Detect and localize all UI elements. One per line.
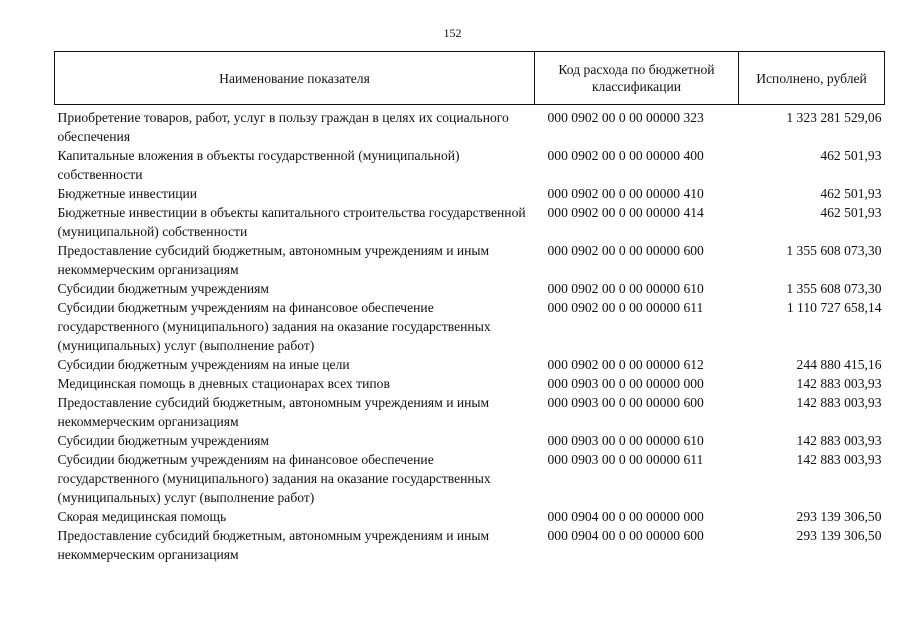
row-indicator-name: Субсидии бюджетным учреждениям на финансовое обеспечение государственного (муниципального) задания на оказание государственных (муниципальных) услуг (выполнение работ) [57, 452, 491, 505]
row-indicator-name: Приобретение товаров, работ, услуг в пользу граждан в целях их социального обеспечения [57, 110, 509, 144]
row-executed-amount: 142 883 003,93 [796, 452, 882, 467]
row-executed-amount: 1 355 608 073,30 [786, 281, 882, 296]
table-row [55, 526, 885, 564]
header-budget-code: Код расхода по бюджетной классификации [535, 52, 739, 105]
table-row [55, 203, 885, 241]
table-row [55, 105, 885, 147]
header-executed-amount: Исполнено, рублей [739, 52, 885, 105]
row-executed-amount: 142 883 003,93 [796, 395, 882, 410]
row-budget-code: 000 0902 00 0 00 00000 610 [547, 281, 704, 296]
row-budget-code: 000 0903 00 0 00 00000 611 [547, 452, 704, 467]
row-executed-amount: 293 139 306,50 [796, 509, 882, 524]
row-budget-code: 000 0904 00 0 00 00000 000 [547, 509, 704, 524]
table-row [55, 393, 885, 431]
row-budget-code: 000 0902 00 0 00 00000 323 [547, 110, 704, 125]
row-indicator-name: Предоставление субсидий бюджетным, автономным учреждениям и иным некоммерческим организациям [57, 395, 490, 429]
row-executed-amount: 142 883 003,93 [796, 433, 882, 448]
row-indicator-name: Бюджетные инвестиции [57, 186, 198, 201]
table-row [55, 279, 885, 298]
budget-execution-table [54, 51, 885, 564]
row-budget-code: 000 0903 00 0 00 00000 000 [547, 376, 704, 391]
row-executed-amount: 293 139 306,50 [796, 528, 882, 543]
table-row [55, 431, 885, 450]
row-executed-amount: 462 501,93 [820, 205, 882, 220]
row-indicator-name: Субсидии бюджетным учреждениям на финансовое обеспечение государственного (муниципального) задания на оказание государственных (муниципальных) услуг (выполнение работ) [57, 300, 491, 353]
table-header-row [55, 52, 885, 105]
row-budget-code: 000 0902 00 0 00 00000 600 [547, 243, 704, 258]
table-row [55, 241, 885, 279]
row-indicator-name: Субсидии бюджетным учреждениям [57, 281, 270, 296]
table-row [55, 507, 885, 526]
row-executed-amount: 1 110 727 658,14 [786, 300, 882, 315]
row-indicator-name: Медицинская помощь в дневных стационарах всех типов [57, 376, 390, 391]
page-number: 152 [443, 26, 462, 40]
row-executed-amount: 1 323 281 529,06 [786, 110, 882, 125]
row-budget-code: 000 0903 00 0 00 00000 600 [547, 395, 704, 410]
row-indicator-name: Бюджетные инвестиции в объекты капитального строительства государственной (муниципальной) собственности [57, 205, 526, 239]
row-budget-code: 000 0902 00 0 00 00000 612 [547, 357, 704, 372]
row-executed-amount: 142 883 003,93 [796, 376, 882, 391]
row-budget-code: 000 0904 00 0 00 00000 600 [547, 528, 704, 543]
row-indicator-name: Субсидии бюджетным учреждениям на иные цели [57, 357, 350, 372]
row-executed-amount: 462 501,93 [820, 186, 882, 201]
row-indicator-name: Субсидии бюджетным учреждениям [57, 433, 270, 448]
row-budget-code: 000 0903 00 0 00 00000 610 [547, 433, 704, 448]
row-budget-code: 000 0902 00 0 00 00000 400 [547, 148, 704, 163]
table-row [55, 374, 885, 393]
row-indicator-name: Скорая медицинская помощь [57, 509, 227, 524]
table-row [55, 184, 885, 203]
row-indicator-name: Предоставление субсидий бюджетным, автономным учреждениям и иным некоммерческим организациям [57, 243, 490, 277]
row-indicator-name: Капитальные вложения в объекты государственной (муниципальной) собственности [57, 148, 460, 182]
row-budget-code: 000 0902 00 0 00 00000 410 [547, 186, 704, 201]
table-row [55, 298, 885, 355]
row-indicator-name: Предоставление субсидий бюджетным, автономным учреждениям и иным некоммерческим организациям [57, 528, 490, 562]
table-row [55, 146, 885, 184]
row-budget-code: 000 0902 00 0 00 00000 414 [547, 205, 704, 220]
header-indicator-name: Наименование показателя [55, 52, 535, 105]
row-budget-code: 000 0902 00 0 00 00000 611 [547, 300, 704, 315]
row-executed-amount: 244 880 415,16 [796, 357, 882, 372]
row-executed-amount: 462 501,93 [820, 148, 882, 163]
table-row [55, 355, 885, 374]
row-executed-amount: 1 355 608 073,30 [786, 243, 882, 258]
table-row [55, 450, 885, 507]
